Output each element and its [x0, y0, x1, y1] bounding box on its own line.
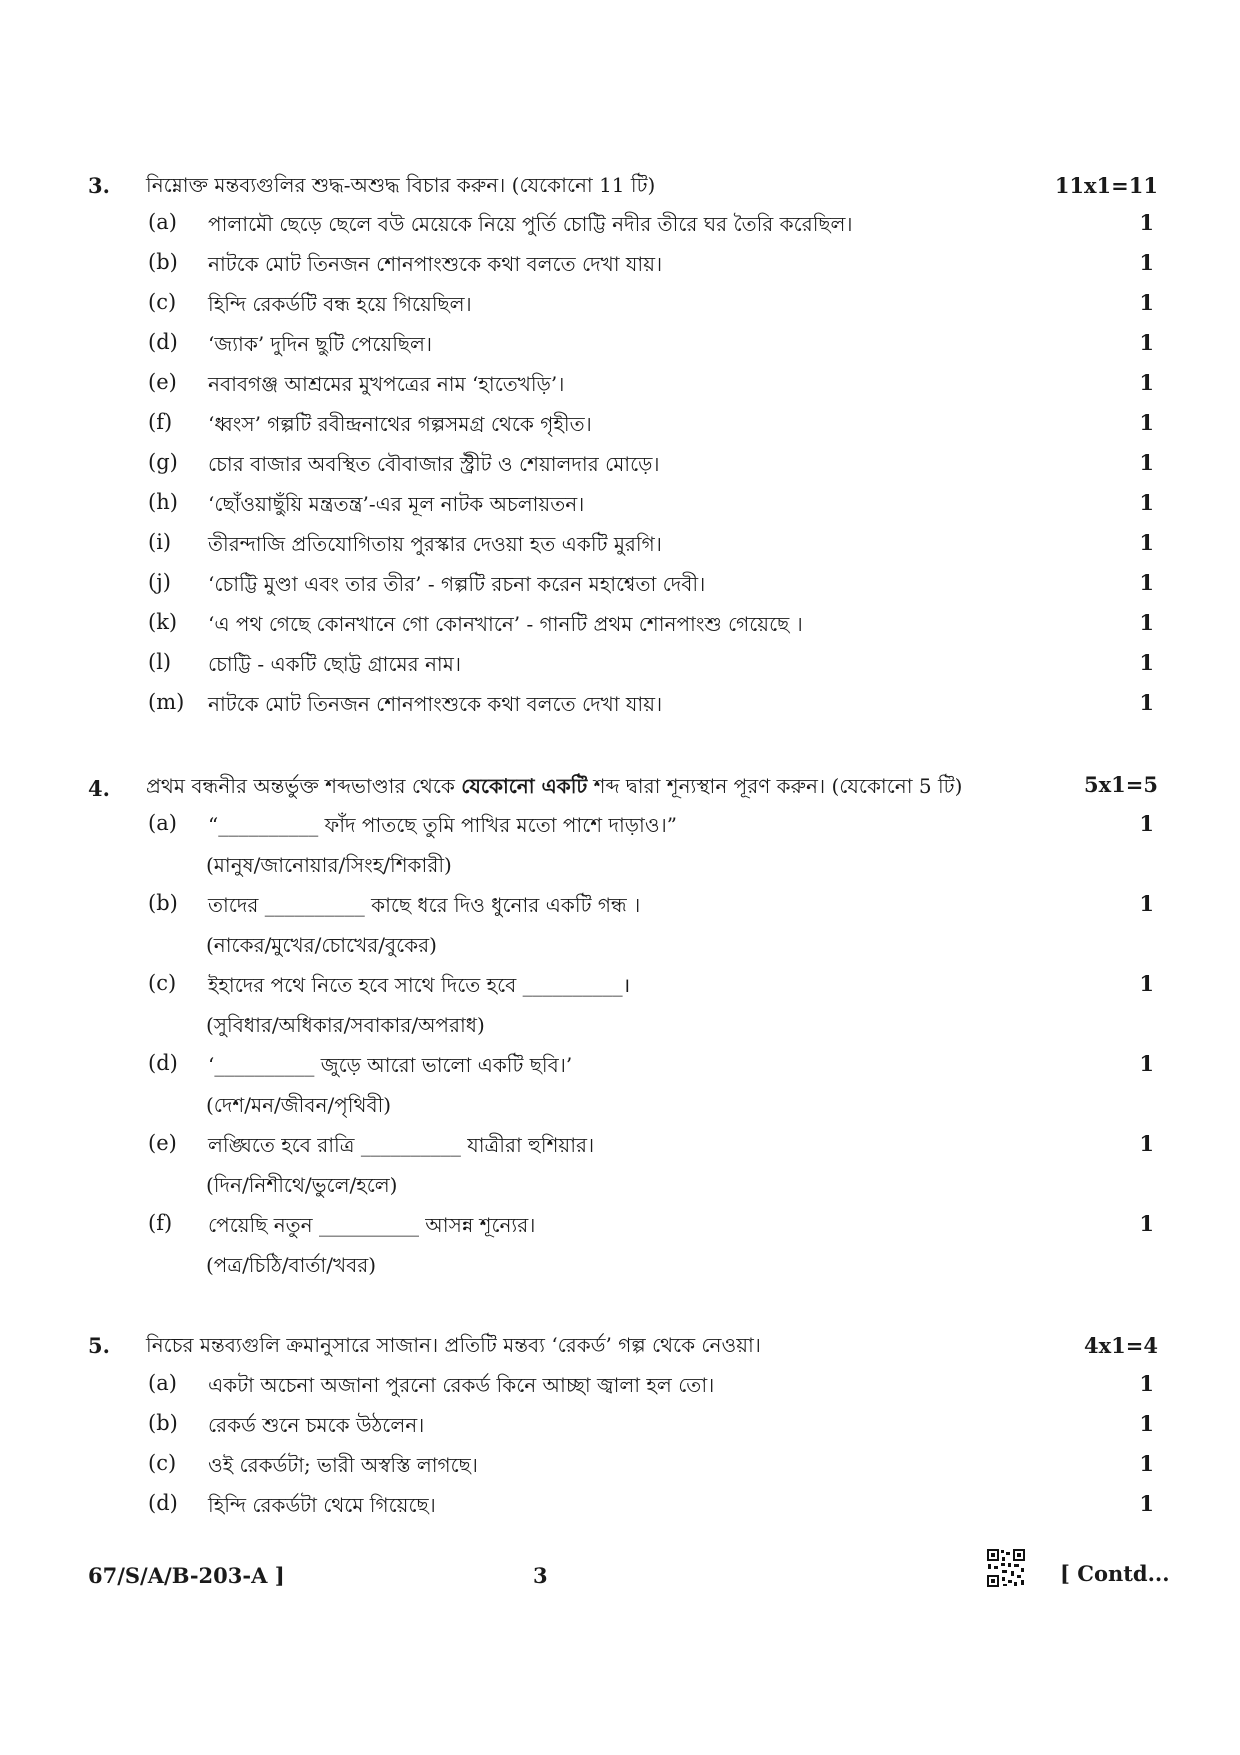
q5-item-a	[0, 1371, 1240, 1411]
blank-after: আসন্ন শূন্যের।	[418, 1213, 536, 1237]
word-options: (দিন/নিশীথে/ভুলে/হলে)	[206, 1173, 398, 1197]
q3-item-m	[0, 690, 1240, 730]
item-label: (h)	[148, 490, 178, 514]
item-label: (f)	[148, 410, 173, 434]
blank-before: লঙ্ঘিতে হবে রাত্রি	[208, 1133, 361, 1157]
fill-blank: __________	[214, 1053, 315, 1077]
item-mark: 1	[1139, 1051, 1154, 1076]
item-mark: 1	[1139, 370, 1154, 395]
q3-item-b	[0, 250, 1240, 290]
item-text: ‘ধ্বংস’ গল্পটি রবীন্দ্রনাথের গল্পসমগ্র থেকে গৃহীত।	[208, 412, 592, 436]
item-text: পালামৌ ছেড়ে ছেলে বউ মেয়েকে নিয়ে পুর্তি চোট্টি নদীর তীরে ঘর তৈরি করেছিল।	[208, 212, 853, 236]
item-mark: 1	[1139, 410, 1154, 435]
word-options: (দেশ/মন/জীবন/পৃথিবী)	[206, 1093, 392, 1117]
item-text: চোট্টি - একটি ছোট্ট গ্রামের নাম।	[208, 652, 461, 676]
q4-instruction	[146, 772, 962, 805]
q5-marks: 4x1=4	[1084, 1333, 1158, 1358]
q3-item-h	[0, 490, 1240, 530]
item-label: (l)	[148, 650, 172, 674]
item-mark: 1	[1139, 250, 1154, 275]
blank-after: ফাঁদ পাতছে তুমি পাখির মতো পাশে দাড়াও।”	[318, 813, 677, 837]
item-mark: 1	[1139, 1131, 1154, 1156]
q4-options-a	[0, 851, 1240, 891]
item-label: (a)	[148, 210, 177, 234]
paper-code: 67/S/A/B-203-A ]	[88, 1563, 285, 1588]
q4-instruction-part-b: শব্দ দ্বারা শূন্যস্থান পূরণ করুন। (যেকোনো 5 টি)	[587, 774, 963, 798]
item-label: (i)	[148, 530, 172, 554]
item-label: (e)	[148, 370, 177, 394]
item-mark: 1	[1139, 891, 1154, 916]
fill-blank: __________	[360, 1133, 461, 1157]
q3-item-k	[0, 610, 1240, 650]
word-options: (মানুষ/জানোয়ার/সিংহ/শিকারী)	[206, 853, 452, 877]
q3-item-f	[0, 410, 1240, 450]
q3-item-i	[0, 530, 1240, 570]
item-text: ‘এ পথ গেছে কোনখানে গো কোনখানে’ - গানটি প্রথম শোনপাংশু গেয়েছে ।	[208, 612, 803, 636]
item-label: (b)	[148, 1411, 178, 1435]
q4-item-d	[0, 1051, 1240, 1091]
blank-after: ।	[622, 973, 631, 997]
item-text: রেকর্ড শুনে চমকে উঠলেন।	[208, 1413, 425, 1437]
item-mark: 1	[1139, 971, 1154, 996]
page-number: 3	[533, 1563, 548, 1588]
item-mark: 1	[1139, 290, 1154, 315]
item-mark: 1	[1139, 210, 1154, 235]
q4-item-f	[0, 1211, 1240, 1251]
word-options: (পত্র/চিঠি/বার্তা/খবর)	[206, 1253, 377, 1277]
item-text	[208, 971, 630, 1004]
blank-before: তাদের	[208, 893, 265, 917]
item-text	[208, 1051, 572, 1084]
item-mark: 1	[1139, 811, 1154, 836]
q4-instruction-bold: যেকোনো একটি	[461, 774, 588, 798]
item-text: নাটকে মোট তিনজন শোনপাংশুকে কথা বলতে দেখা যায়।	[208, 692, 663, 716]
item-mark: 1	[1139, 650, 1154, 675]
blank-after: যাত্রীরা হুশিয়ার।	[460, 1133, 595, 1157]
q4-instruction-part-a: প্রথম বন্ধনীর অন্তর্ভুক্ত শব্দভাণ্ডার থেকে	[146, 774, 462, 798]
item-label: (c)	[148, 290, 177, 314]
q3-marks: 11x1=11	[1054, 173, 1158, 198]
item-text	[208, 1211, 535, 1244]
item-mark: 1	[1139, 610, 1154, 635]
blank-before: “	[208, 813, 219, 837]
q4-item-e	[0, 1131, 1240, 1171]
q4-item-c	[0, 971, 1240, 1011]
q3-item-g	[0, 450, 1240, 490]
q3-number: 3.	[88, 173, 110, 198]
q3-item-c	[0, 290, 1240, 330]
item-mark: 1	[1139, 1371, 1154, 1396]
q5-item-c	[0, 1451, 1240, 1491]
item-mark: 1	[1139, 1411, 1154, 1436]
item-text	[208, 1131, 594, 1164]
item-label: (d)	[148, 330, 178, 354]
q3-item-l	[0, 650, 1240, 690]
q5-item-d	[0, 1491, 1240, 1531]
item-text: হিন্দি রেকর্ডটি বন্ধ হয়ে গিয়েছিল।	[208, 292, 472, 316]
q4-number: 4.	[88, 776, 110, 801]
item-mark: 1	[1139, 690, 1154, 715]
item-text: একটা অচেনা অজানা পুরনো রেকর্ড কিনে আচ্ছা জ্বালা হল তো।	[208, 1373, 715, 1397]
item-label: (d)	[148, 1491, 178, 1515]
item-text: তীরন্দাজি প্রতিযোগিতায় পুরস্কার দেওয়া হত একটি মুরগি।	[208, 532, 662, 556]
item-label: (m)	[148, 690, 185, 714]
item-label: (b)	[148, 891, 178, 915]
blank-after: জুড়ে আরো ভালো একটি ছবি।’	[314, 1053, 573, 1077]
q4-options-d	[0, 1091, 1240, 1131]
item-label: (a)	[148, 1371, 177, 1395]
item-text: নাটকে মোট তিনজন শোনপাংশুকে কথা বলতে দেখা যায়।	[208, 252, 663, 276]
item-label: (j)	[148, 570, 171, 594]
q5-instruction: নিচের মন্তব্যগুলি ক্রমানুসারে সাজান। প্রতিটি মন্তব্য ‘রেকর্ড’ গল্প থেকে নেওয়া।	[146, 1333, 761, 1357]
item-label: (a)	[148, 811, 177, 835]
q4-marks: 5x1=5	[1084, 772, 1158, 797]
fill-blank: __________	[218, 813, 319, 837]
item-mark: 1	[1139, 530, 1154, 555]
item-label: (c)	[148, 971, 177, 995]
item-mark: 1	[1139, 1491, 1154, 1516]
continued-marker: [ Contd...	[1060, 1561, 1170, 1586]
item-label: (k)	[148, 610, 178, 634]
item-text: চোর বাজার অবস্থিত বৌবাজার স্ট্রীট ও শেয়ালদার মোড়ে।	[208, 452, 660, 476]
q3-item-j	[0, 570, 1240, 610]
q3-item-e	[0, 370, 1240, 410]
fill-blank: __________	[318, 1213, 419, 1237]
q3-item-a	[0, 210, 1240, 250]
item-text: নবাবগঞ্জ আশ্রমের মুখপত্রের নাম ‘হাতেখড়ি’।	[208, 372, 565, 396]
item-text: হিন্দি রেকর্ডটা থেমে গিয়েছে।	[208, 1493, 436, 1517]
item-mark: 1	[1139, 450, 1154, 475]
q4-options-c	[0, 1011, 1240, 1051]
q4-item-b	[0, 891, 1240, 931]
word-options: (সুবিধার/অধিকার/সবাকার/অপরাধ)	[206, 1013, 485, 1037]
item-mark: 1	[1139, 490, 1154, 515]
word-options: (নাকের/মুখের/চোখের/বুকের)	[206, 933, 437, 957]
item-text: ‘জ্যাক’ দুদিন ছুটি পেয়েছিল।	[208, 332, 433, 356]
item-mark: 1	[1139, 1451, 1154, 1476]
fill-blank: __________	[264, 893, 365, 917]
item-label: (g)	[148, 450, 178, 474]
item-text	[208, 811, 677, 844]
q4-options-e	[0, 1171, 1240, 1211]
fill-blank: __________	[522, 973, 623, 997]
q5-item-b	[0, 1411, 1240, 1451]
q4-options-b	[0, 931, 1240, 971]
item-text: ওই রেকর্ডটা; ভারী অস্বস্তি লাগছে।	[208, 1453, 478, 1477]
q4-item-a	[0, 811, 1240, 851]
item-mark: 1	[1139, 1211, 1154, 1236]
item-label: (f)	[148, 1211, 173, 1235]
item-mark: 1	[1139, 330, 1154, 355]
qr-code-icon	[986, 1548, 1026, 1588]
item-text: ‘ছোঁওয়াছুঁয়ি মন্ত্রতন্ত্র’-এর মূল নাটক অচলায়তন।	[208, 492, 585, 516]
item-label: (c)	[148, 1451, 177, 1475]
q3-instruction: নিম্নোক্ত মন্তব্যগুলির শুদ্ধ-অশুদ্ধ বিচার করুন। (যেকোনো 11 টি)	[146, 173, 656, 197]
item-label: (e)	[148, 1131, 177, 1155]
q4-options-f	[0, 1251, 1240, 1291]
q3-item-d	[0, 330, 1240, 370]
item-text: ‘চোট্টি মুণ্ডা এবং তার তীর’ - গল্পটি রচনা করেন মহাশ্বেতা দেবী।	[208, 572, 706, 596]
blank-after: কাছে ধরে দিও ধুনোর একটি গন্ধ ।	[364, 893, 641, 917]
blank-before: ‘	[208, 1053, 215, 1077]
item-label: (d)	[148, 1051, 178, 1075]
blank-before: ইহাদের পথে নিতে হবে সাথে দিতে হবে	[208, 973, 523, 997]
q5-number: 5.	[88, 1333, 110, 1358]
blank-before: পেয়েছি নতুন	[208, 1213, 319, 1237]
item-text	[208, 891, 640, 924]
item-label: (b)	[148, 250, 178, 274]
item-mark: 1	[1139, 570, 1154, 595]
